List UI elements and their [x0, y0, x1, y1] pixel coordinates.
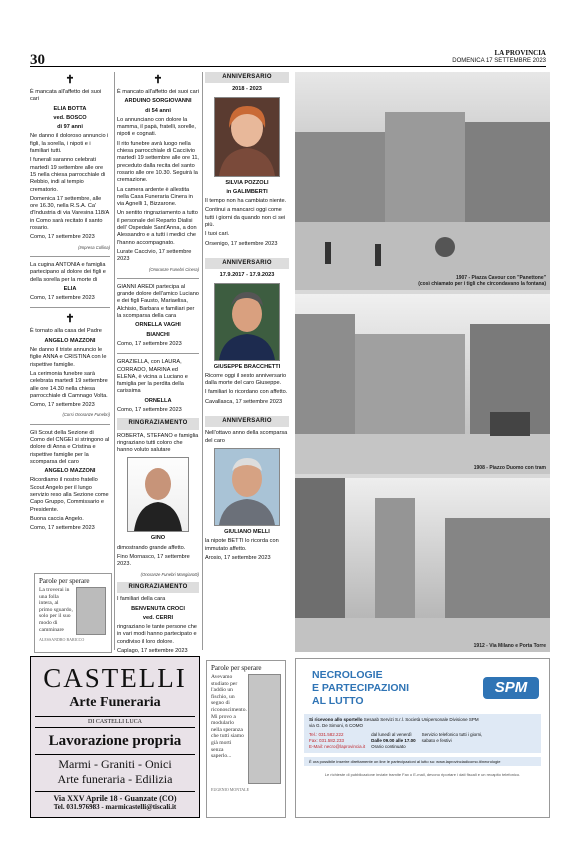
- parole-per-sperare-box-2: [206, 660, 286, 818]
- notice-text: la nipote BETTI lo ricorda con immutato affetto.: [205, 538, 279, 552]
- section-heading: ANNIVERSARIO: [205, 72, 289, 83]
- notice-place-date: Como, 17 settembre 2023: [117, 406, 182, 413]
- notice-intro: È tornato alla casa del Padre: [30, 328, 102, 335]
- spm-company: Sesaab Servizi S.r.l. Società Unipersonale Divisione SPM: [363, 717, 479, 722]
- cross-icon: ✝: [65, 313, 75, 326]
- quote-text: La troverai in una folla intera, al primo sguardo, solo per il suo modo di camminare: [39, 587, 73, 633]
- notice-text: Ne danno il triste annuncio le figlie ANNA e CRISTINA con le rispettive famiglie.: [30, 347, 107, 368]
- portrait-image: [248, 674, 281, 784]
- ad-address: Via XXV Aprile 18 - Guanzate (CO): [53, 794, 177, 803]
- street-gate-image: [295, 478, 550, 652]
- parole-per-sperare-box-1: [34, 573, 112, 653]
- notice-text: Buona caccia Angelo.: [30, 515, 84, 522]
- notice-text: Continui a mancarci oggi come tutti i giorni da quando non ci sei più.: [205, 207, 286, 229]
- deceased-subname: ved. CERRI: [142, 614, 174, 621]
- portrait-icon: [128, 458, 188, 531]
- notice-intro: È mancato all'affetto dei suoi cari: [117, 89, 199, 95]
- ad-contact: Tel. 031.976983 - marmicastelli@tiscali.it: [53, 803, 177, 811]
- cross-icon: ✝: [65, 74, 75, 86]
- notice-text: La camera ardente è allestita nella Casa Funeraria Cinera in via Agnelli 1, Bizzarone.: [117, 186, 193, 208]
- deceased-name: GINO: [150, 535, 166, 542]
- issue-date: DOMENICA 17 SETTEMBRE 2023: [452, 58, 546, 64]
- deceased-photo: [214, 97, 280, 177]
- section-heading: RINGRAZIAMENTO: [117, 418, 199, 429]
- historic-photo-1: [295, 72, 550, 290]
- notice-text: La cugina ANTONIA e famiglia partecipano al dolore dei figli e della sorella per la morte di: [30, 261, 106, 283]
- portrait-icon: [215, 98, 279, 176]
- obituary-column-1: [30, 72, 110, 535]
- notice-place-date: Lurate Caccivio, 17 settembre 2023: [117, 248, 192, 263]
- notice-place-date: Arosio, 17 settembre 2023: [205, 554, 271, 561]
- deceased-photo: [127, 457, 189, 532]
- notice-place-date: Caplago, 17 settembre 2023: [117, 648, 188, 655]
- funeral-agency: (Corsi Onoranze Funebri): [62, 412, 110, 418]
- deceased-name: ARDUINO SORGIOVANNI: [124, 98, 192, 105]
- spm-email[interactable]: E-Mail: necro@laprovincia.it: [309, 744, 366, 749]
- notice-text: La cerimonia funebre sarà celebrata martedì 19 settembre alle ore 14.30 nella chiesa parrocchiale di Camnago Volta.: [30, 370, 108, 399]
- spm-address: via G. De Simoni, 6 COMO: [309, 723, 364, 728]
- cathedral-square-image: [295, 294, 550, 474]
- masthead-title: LA PROVINCIA: [494, 49, 546, 57]
- notice-text: I funerali saranno celebrati martedì 19 settembre alle ore 15 nella chiesa parrocchiale di Rebbio, indi al tempio crematorio.: [30, 157, 106, 193]
- ad-brand: CASTELLI: [43, 663, 187, 693]
- historic-photo-2: [295, 294, 550, 474]
- funeral-agency: (Onoranze Funebri Mangiarotti): [140, 571, 199, 577]
- quote-title: Parole per sperare: [39, 577, 90, 585]
- obituary-column-2: [117, 72, 199, 665]
- deceased-subname: BIANCHI: [146, 331, 170, 338]
- anniversary-years: 2018 - 2023: [232, 86, 262, 93]
- spm-hours: Orario continuato: [371, 744, 406, 749]
- divider: [30, 307, 110, 308]
- photo-caption: 1907 - Piazza Cavour con "Panettone": [455, 275, 546, 281]
- notice-text: Ne danno il doloroso annuncio i figli, la sorella, i nipoti e i familiari tutti.: [30, 133, 109, 155]
- quote-title: Parole per sperare: [211, 664, 262, 672]
- deceased-name: ANGELO MAZZONI: [44, 337, 96, 344]
- notice-intro: È mancata all'affetto dei suoi cari: [30, 89, 102, 103]
- deceased-age: di 54 anni: [145, 107, 171, 114]
- spm-contact-box: [304, 714, 541, 753]
- deceased-name: ANGELO MAZZONI: [44, 468, 96, 475]
- divider: [117, 278, 199, 279]
- notice-text: Ricorre oggi il sesto anniversario dalla morte del caro Giuseppe.: [205, 372, 287, 387]
- deceased-subname: in GALIMBERTI: [226, 188, 268, 195]
- photo-caption: 1912 - Via Milano e Porta Torre: [473, 643, 546, 649]
- spm-phone[interactable]: Tel.: 031.582.222: [309, 732, 344, 737]
- spm-web-note[interactable]: È ora possibile inserire direttamente on line le partecipazioni al lutto su: www.laprovinciadicomo.it/necrologie: [304, 757, 541, 766]
- deceased-age: di 97 anni: [57, 124, 83, 131]
- quote-text: Avevamo studiato per l'addio un fischio, un segno di riconoscimento. Mi provo a modularlo nella speranza che tutti siamo già morti senza saperlo...: [211, 674, 247, 760]
- historic-photos-panel: [295, 72, 550, 652]
- divider: [30, 256, 110, 257]
- divider: [117, 353, 199, 354]
- deceased-subname: ved. BOSCO: [53, 114, 87, 121]
- ad-tagline: Lavorazione propria: [48, 733, 182, 749]
- spm-hours: dal lunedì al venerdì: [371, 732, 412, 737]
- notice-text: GIANNI AREDI partecipa al grande dolore dell'amico Luciano e dei figli Fausto, Mariaelisa, Alchisio, Barbara e familiari per la scomparsa della cara: [117, 283, 199, 320]
- town-square-image: [295, 72, 550, 290]
- spm-office: Si ricevono allo sportello: [309, 717, 363, 722]
- anniversary-column: [205, 72, 289, 564]
- notice-text: Ricordiamo il nostro fratello Scout Angelo per il lungo servizio reso alla Sezione come Capo Gruppo, Commissario e Presidente.: [30, 477, 109, 513]
- column-rule: [202, 72, 203, 650]
- deceased-name: BENVENUTA CROCI: [131, 605, 185, 612]
- notice-text: Un sentito ringraziamento a tutto il personale del Reparto Dialisi dell' Ospedale Sant'Anna, a don Alessandro e a tutti i medici che l'hanno accompagnato.: [117, 210, 198, 246]
- quote-author: ALESSANDRO BARICCO: [39, 637, 85, 642]
- notice-text: ringraziano le tante persone che in vari modi hanno partecipato e condiviso il loro dolore.: [117, 624, 197, 645]
- deceased-name: ORNELLA: [144, 397, 172, 404]
- notice-place-date: Como, 17 settembre 2023: [30, 402, 95, 409]
- notice-text: Lo annunciano con dolore la mamma, il papà, fratelli, sorelle, nipoti e cognati.: [117, 116, 196, 138]
- portrait-image: [76, 587, 106, 635]
- section-heading: ANNIVERSARIO: [205, 416, 289, 427]
- deceased-name: ELIA: [63, 285, 77, 292]
- section-heading: ANNIVERSARIO: [205, 258, 289, 269]
- page-number: 30: [30, 52, 45, 68]
- notice-text: dimostrando grande affetto.: [117, 544, 186, 551]
- notice-text: I tuoi cari.: [205, 231, 230, 238]
- notice-text: Il tempo non ha cambiato niente.: [205, 198, 287, 205]
- portrait-icon: [215, 449, 279, 525]
- notice-place-date: Orsenigo, 17 settembre 2023: [205, 240, 278, 247]
- funeral-agency: (Impresa Collina): [78, 244, 110, 250]
- notice-text: Gli Scout della Sezione di Como del CNGEI si stringono al dolore di Anna e Cristina e rispettive famiglie per la scomparsa del caro: [30, 429, 110, 465]
- photo-caption: 1908 - Piazzo Duomo con tram: [473, 465, 546, 471]
- cross-icon: ✝: [153, 74, 163, 86]
- spm-title: AL LUTTO: [312, 695, 364, 707]
- notice-text: GRAZIELLA, con LAURA, CORRADO, MARINA ed ELENA, è vicina a Luciano e famiglia per la perdita della carissima: [117, 359, 188, 395]
- notice-place-date: Como, 17 settembre 2023: [30, 295, 95, 302]
- spm-advertisement: [295, 658, 550, 818]
- portrait-icon: [215, 284, 279, 360]
- notice-place-date: Cavallasca, 17 settembre 2023: [205, 398, 283, 405]
- section-heading: RINGRAZIAMENTO: [117, 582, 199, 593]
- spm-title: NECROLOGIE: [312, 669, 383, 681]
- photo-caption-sub: (così chiamato per i tigli che circondavano la fontana): [418, 281, 546, 287]
- notice-place-date: Como, 17 settembre 2023: [30, 525, 95, 532]
- spm-hours: Dalle 09.00 alle 17.00: [371, 738, 416, 743]
- anniversary-years: 17.9.2017 - 17.9.2023: [219, 272, 275, 279]
- deceased-photo: [214, 283, 280, 361]
- notice-place-date: Fino Mornasco, 17 settembre 2023.: [117, 554, 190, 568]
- notice-place-date: Como, 17 settembre 2023: [117, 340, 182, 347]
- deceased-name: ELIA BOTTA: [53, 105, 87, 112]
- spm-footer: Le richieste di pubblicazione inviate tramite Fax o E-mail, devono riportare i dati fiscali e un recapito telefonico.: [324, 772, 521, 777]
- notice-intro: I familiari della cara: [117, 596, 166, 603]
- spm-logo: SPM: [483, 677, 539, 699]
- castelli-advertisement: [30, 656, 200, 818]
- deceased-name: SILVIA POZZOLI: [225, 179, 269, 186]
- notice-place-date: Como, 17 settembre 2023: [30, 234, 95, 241]
- deceased-name: GIUSEPPE BRACCHETTI: [213, 363, 281, 370]
- ad-products: Marmi - Graniti - Onici: [58, 757, 172, 771]
- ad-subtitle: Arte Funeraria: [69, 695, 161, 710]
- historic-photo-3: [295, 478, 550, 652]
- notice-text: Il rito funebre avrà luogo nella chiesa parrocchiale di Cacciivio martedì 19 settembre alle ore 11, preceduto dalla recita del santo rosario alle ore 10.30. Seguirà la cremazione.: [117, 140, 199, 184]
- spm-phone-service: Servizio telefonico tutti i giorni, sabato e festivi: [421, 732, 483, 743]
- notice-text: Domenica 17 settembre, alle ore 16.30, nella R.S.A. Ca' d'Industria di via Varesina 118/A in Como sarà recitato il santo rosario.: [30, 195, 109, 232]
- ad-owner: DI CASTELLI LUCA: [35, 716, 195, 728]
- deceased-photo: [214, 448, 280, 526]
- funeral-agency: (Onoranze Funebri Cinera): [148, 266, 199, 272]
- column-rule: [114, 72, 115, 650]
- masthead: [452, 50, 546, 65]
- header-rule: [30, 66, 546, 67]
- deceased-name: GIULIANO MELLI: [224, 528, 270, 535]
- divider: [30, 424, 110, 425]
- spm-fax: Fax: 031.582.233: [309, 738, 345, 743]
- notice-text: I familiari lo ricordano con affetto.: [205, 389, 288, 396]
- notice-text: ROBERTA, STEFANO e famiglia ringraziano tutti coloro che hanno voluto salutare: [117, 432, 199, 454]
- quote-author: EUGENIO MONTALE: [211, 787, 250, 792]
- ad-products: Arte funeraria - Edilizia: [57, 772, 173, 786]
- deceased-name: ORNELLA VAGHI: [135, 322, 181, 329]
- spm-title: E PARTECIPAZIONI: [312, 682, 410, 694]
- notice-text: Nell'ottavo anno della scomparsa del caro: [205, 430, 288, 444]
